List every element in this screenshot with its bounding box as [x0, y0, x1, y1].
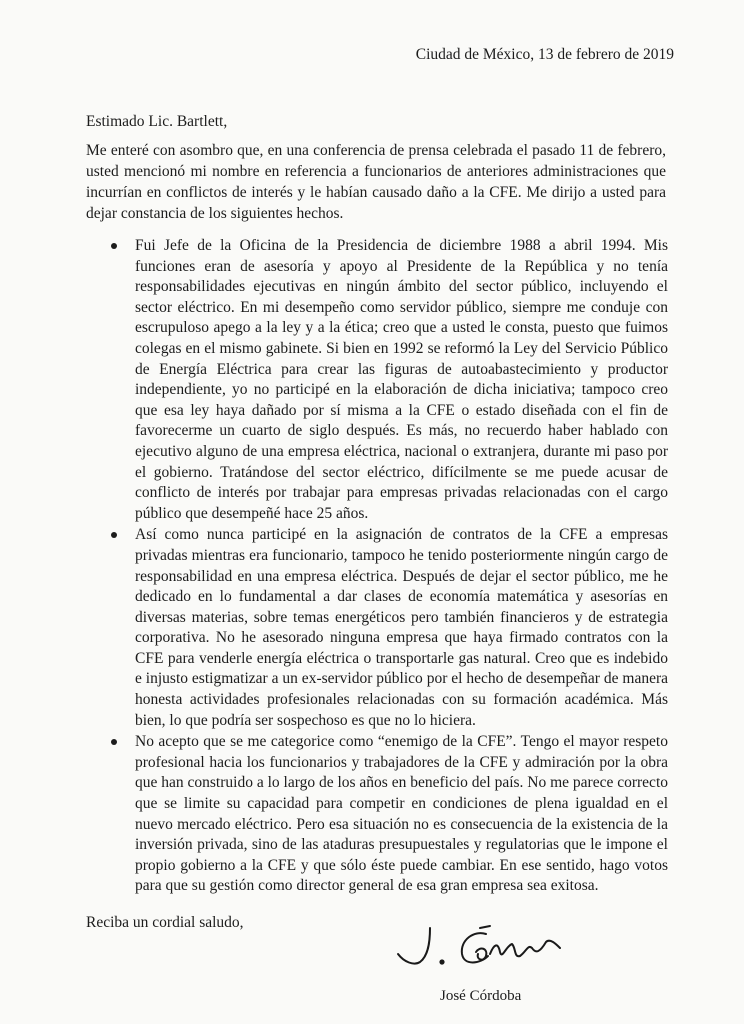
intro-paragraph: Me enteré con asombro que, en una conferencia de prensa celebrada el pasado 11 de febrero, usted mencionó mi nombre en referencia a funcionarios de anteriores administraciones que incurrían en conflictos de interés y le habían causado daño a la CFE. Me dirijo a usted para dejar constancia de los siguientes hechos. [86, 142, 666, 222]
bullet-icon [111, 243, 117, 249]
list-item-text: No acepto que se me categorice como “enemigo de la CFE”. Tengo el mayor respeto profesional hacia los funcionarios y trabajadores de la CFE y admiración por la obra que han construido a lo largo de los años en beneficio del país. No me parece correcto que se limite su capacidad para competir en condiciones de plena igualdad en el nuevo mercado eléctrico. Pero esa situación no es consecuencia de la existencia de la inversión privada, sino de las ataduras presupuestales y regulatorias que le impone el propio gobierno a la CFE y que sólo éste puede cambiar. En ese sentido, hago votos para que su gestión como director general de esa gran empresa sea exitosa. [135, 733, 668, 895]
list-item [135, 525, 668, 731]
handwritten-signature [390, 918, 580, 978]
signer-name: José Córdoba [440, 988, 522, 1004]
list-item-text: Fui Jefe de la Oficina de la Presidencia de diciembre 1988 a abril 1994. Mis funciones eran de asesoría y apoyo al Presidente de la República y no tenía responsabilidades ejecutivas en ningún ámbito del sector público, incluyendo el sector eléctrico. En mi desempeño como servidor público, siempre me conduje con escrupuloso apego a la ley y a la ética; creo que a usted le consta, puesto que fuimos colegas en el mismo gabinete. Si bien en 1992 se reformó la Ley del Servicio Público de Energía Eléctrica para crear las figuras de autoabastecimiento y productor independiente, yo no participé en la elaboración de dicha iniciativa; tampoco creo que esa ley haya dañado por sí misma a la CFE o estado diseñada con el fin de favorecerme un cuarto de siglo después. Es más, no recuerdo haber hablado con ejecutivo alguno de una empresa eléctrica, nacional o extranjera, durante mi paso por el gobierno. Tratándose del sector eléctrico, difícilmente se me puede acusar de conflicto de interés por trabajar para empresas privadas relacionadas con el cargo público que desempeñé hace 25 años. [135, 237, 668, 522]
list-item [135, 732, 668, 897]
bullet-icon [111, 739, 117, 745]
bullet-icon [111, 532, 117, 538]
list-item [135, 236, 668, 524]
letter-date: Ciudad de México, 13 de febrero de 2019 [415, 46, 674, 63]
list-item-text: Así como nunca participé en la asignación de contratos de la CFE a empresas privadas mientras era funcionario, tampoco he tenido posteriormente ningún cargo de responsabilidad en una empresa eléctrica. Después de dejar el sector público, me he dedicado en lo fundamental a dar clases de economía matemática y asesorías en diversas materias, sobre temas energéticos pero también financieros y de estrategia corporativa. No he asesorado ninguna empresa que haya firmado contratos con la CFE para venderle energía eléctrica o transportarle gas natural. Creo que es indebido e injusto estigmatizar a un ex-servidor público por el hecho de desempeñar de manera honesta actividades profesionales relacionadas con su formación académica. Más bien, lo que podría ser sospechoso es que no lo hiciera. [135, 526, 668, 729]
facts-list [108, 236, 668, 898]
salutation: Estimado Lic. Bartlett, [86, 113, 228, 130]
closing-line: Reciba un cordial saludo, [86, 914, 244, 931]
